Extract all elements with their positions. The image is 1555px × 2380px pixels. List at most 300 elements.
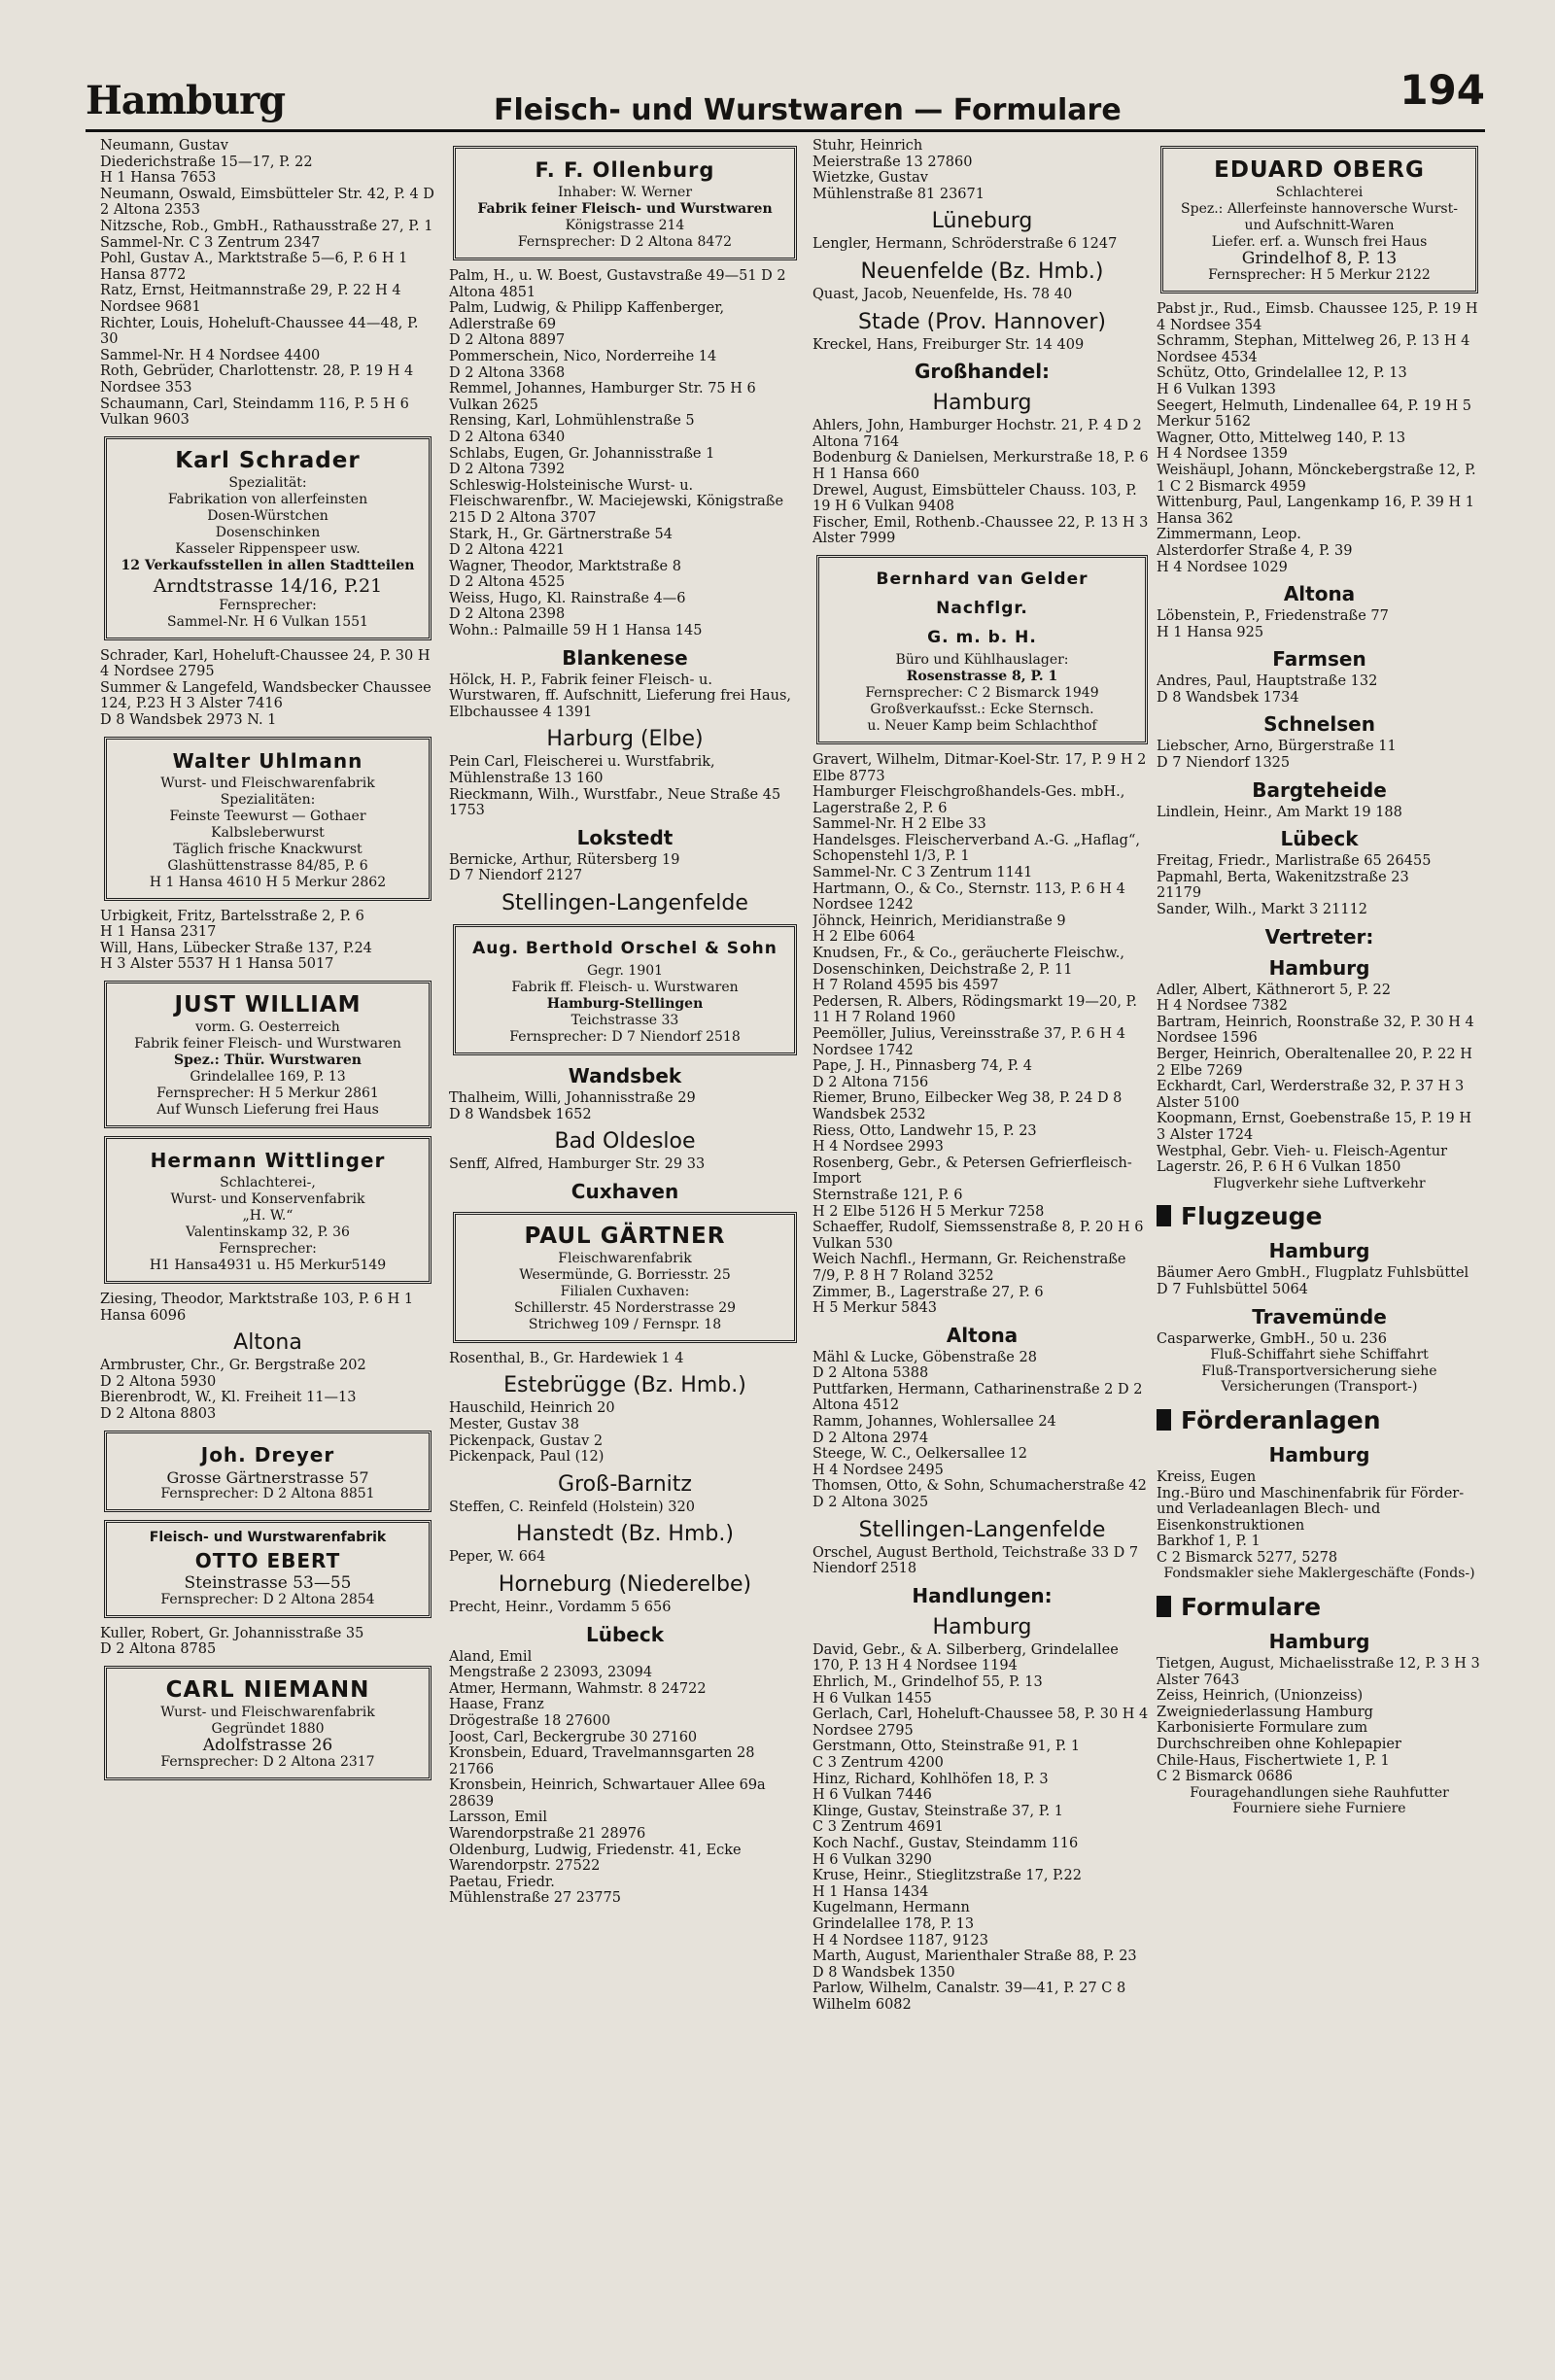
entry-list <box>449 754 801 818</box>
place-heading: Cuxhaven <box>570 1179 679 1203</box>
ad-eduard-oberg <box>1160 146 1478 293</box>
directory-entry: Schrader, Karl, Hoheluft-Chaussee 24, P. 30 H 4 Nordsee 2795 <box>100 647 431 680</box>
category-marker-icon <box>1157 1596 1171 1617</box>
directory-entry: Kugelmann, Hermann <box>812 1900 970 1916</box>
directory-entry: Stuhr, Heinrich <box>812 138 923 154</box>
directory-entry: Karbonisierte Formulare zum Durchschreiben ohne Kohlepapier <box>1157 1720 1401 1753</box>
directory-entry: Sammel-Nr. H 2 Elbe 33 <box>812 816 986 833</box>
directory-entry: Sander, Wilh., Markt 3 21112 <box>1157 902 1368 918</box>
directory-entry: D 2 Altona 6340 <box>449 429 566 445</box>
cross-reference: Flugverkehr siehe Luftverkehr <box>1213 1175 1426 1191</box>
directory-entry: Kreiss, Eugen <box>1157 1468 1257 1485</box>
directory-entry: Lagerstr. 26, P. 6 H 6 Vulkan 1850 <box>1157 1159 1401 1176</box>
entry-list <box>449 1090 801 1122</box>
directory-entry: D 2 Altona 8785 <box>100 1641 217 1658</box>
entry-list <box>449 1549 801 1566</box>
cross-reference: Fourniere siehe Furniere <box>1232 1801 1406 1817</box>
directory-entry: H 6 Vulkan 7446 <box>812 1787 932 1804</box>
page-number: 194 <box>1400 66 1485 114</box>
directory-entry: Klinge, Gustav, Steinstraße 37, P. 1 <box>812 1803 1064 1819</box>
directory-entry: Kruse, Heinr., Stieglitzstraße 17, P.22 <box>812 1868 1082 1884</box>
directory-entry: Peper, W. 664 <box>449 1549 546 1566</box>
ad-phone: Fernsprecher: D 2 Altona 8851 <box>160 1485 375 1501</box>
directory-entry: Mühlenstraße 81 23671 <box>812 186 985 202</box>
entry-list <box>449 268 801 639</box>
directory-entry: Quast, Jacob, Neuenfelde, Hs. 78 40 <box>812 286 1073 302</box>
directory-entry: Thalheim, Willi, Johannisstraße 29 <box>449 1090 696 1106</box>
directory-entry: H 1 Hansa 925 <box>1157 624 1264 640</box>
directory-entry: D 2 Altona 5388 <box>812 1365 929 1382</box>
place-heading: Hamburg <box>1268 1442 1370 1466</box>
ad-line: Auf Wunsch Lieferung frei Haus <box>156 1102 379 1119</box>
directory-entry: Puttfarken, Hermann, Catharinenstraße 2 D 2 Altona 4512 <box>812 1381 1143 1414</box>
entry-list <box>812 287 1152 303</box>
directory-entry: Schlabs, Eugen, Gr. Johannisstraße 1 <box>449 445 715 462</box>
directory-entry: Schramm, Stephan, Mittelweg 26, P. 13 H 4 Nordsee 4534 <box>1157 333 1470 365</box>
place-heading: Farmsen <box>1272 647 1366 672</box>
ad-line: Großverkaufsst.: Ecke Sternsch. <box>870 701 1094 717</box>
directory-entry: Adler, Albert, Käthnerort 5, P. 22 <box>1157 982 1391 998</box>
ad-line: Fabrik feiner Fleisch- und Wurstwaren <box>134 1036 401 1052</box>
ad-line: Filialen Cuxhaven: <box>560 1283 690 1299</box>
directory-entry: Steffen, C. Reinfeld (Holstein) 320 <box>449 1499 695 1515</box>
section-heading: Vertreter: <box>1264 924 1374 949</box>
ad-line: Fernsprecher: <box>219 597 317 613</box>
place-heading: Horneburg (Niederelbe) <box>498 1571 752 1597</box>
directory-entry: Gerlach, Carl, Hoheluft-Chaussee 58, P. 30 H 4 Nordsee 2795 <box>812 1707 1149 1739</box>
directory-entry: Zimmermann, Leop. <box>1157 527 1301 543</box>
place-heading: Blankenese <box>562 645 688 670</box>
ad-phone: Fernsprecher: H 5 Merkur 2861 <box>156 1086 379 1102</box>
directory-entry: Mengstraße 2 23093, 23094 <box>449 1665 653 1681</box>
directory-entry: Löbenstein, P., Friedenstraße 77 <box>1157 608 1389 625</box>
entry-list <box>100 1292 435 1324</box>
ad-joh-dreyer <box>104 1431 432 1512</box>
directory-entry: Pein Carl, Fleischerei u. Wurstfabrik, Mühlenstraße 13 160 <box>449 754 715 787</box>
entry-list <box>449 673 801 721</box>
entry-list <box>1157 1656 1482 1785</box>
entry-list <box>449 1600 801 1616</box>
cross-reference: Fluß-Schiffahrt siehe Schiffahrt <box>1210 1347 1429 1363</box>
running-head-city: Hamburg <box>86 78 286 123</box>
ad-line: 12 Verkaufsstellen in allen Stadtteilen <box>121 557 415 573</box>
directory-entry: Pickenpack, Gustav 2 <box>449 1432 604 1449</box>
directory-entry: Handelsges. Fleischerverband A.-G. „Haflag“, Schopenstehl 1/3, P. 1 <box>812 832 1140 865</box>
directory-entry: Knudsen, Fr., & Co., geräucherte Fleischw., Dosenschinken, Deichstraße 2, P. 11 <box>812 946 1125 978</box>
directory-entry: Ramm, Johannes, Wohlersallee 24 <box>812 1414 1056 1431</box>
ad-address: Grosse Gärtnerstrasse 57 <box>166 1467 369 1487</box>
ad-bernhard-van-gelder <box>816 555 1148 744</box>
directory-entry: Jöhnck, Heinrich, Meridianstraße 9 <box>812 913 1066 929</box>
directory-entry: Neumann, Gustav <box>100 138 228 154</box>
directory-entry: H 5 Merkur 5843 <box>812 1300 938 1317</box>
directory-entry: Schleswig-Holsteinische Wurst- u. Fleischwarenfbr., W. Maciejewski, Königstraße 215 D 2 Altona 3707 <box>449 477 784 526</box>
place-heading: Hamburg <box>1268 1630 1370 1654</box>
directory-entry: Gerstmann, Otto, Steinstraße 91, P. 1 <box>812 1739 1081 1755</box>
ad-line: Liefer. erf. a. Wunsch frei Haus <box>1211 234 1428 250</box>
entry-list <box>100 648 435 729</box>
directory-entry: Nitzsche, Rob., GmbH., Rathausstraße 27, P. 1 <box>100 218 433 234</box>
directory-entry: Warendorpstraße 21 28976 <box>449 1826 646 1843</box>
entry-list <box>812 236 1152 253</box>
entry-list <box>812 138 1152 202</box>
entry-list <box>100 1626 435 1658</box>
entry-list <box>1157 983 1482 1176</box>
place-heading: Bargteheide <box>1252 777 1387 802</box>
directory-entry: Richter, Louis, Hoheluft-Chaussee 44—48, P. 30 <box>100 315 419 348</box>
entry-list <box>100 1358 435 1422</box>
ad-address: Arndtstrasse 14/16, P.21 <box>153 574 383 597</box>
ad-address: Steinstrasse 53—55 <box>184 1572 352 1593</box>
directory-entry: Larsson, Emil <box>449 1810 547 1826</box>
ad-line: Valentinskamp 32, P. 36 <box>186 1224 350 1241</box>
directory-entry: Palm, Ludwig, & Philipp Kaffenberger, Adlerstraße 69 <box>449 300 725 332</box>
directory-entry: H 3 Alster 5537 H 1 Hansa 5017 <box>100 956 334 973</box>
entry-list <box>1157 608 1482 640</box>
directory-entry: Riemer, Bruno, Eilbecker Weg 38, P. 24 D 8 Wandsbek 2532 <box>812 1090 1123 1122</box>
ad-line: Spez.: Thür. Wurstwaren <box>174 1052 362 1069</box>
entry-list <box>1157 1265 1482 1297</box>
directory-entry: Kronsbein, Eduard, Travelmannsgarten 28 21766 <box>449 1745 755 1777</box>
directory-entry: Pickenpack, Paul (12) <box>449 1449 605 1466</box>
directory-entry: D 2 Altona 7156 <box>812 1074 929 1090</box>
directory-entry: H 6 Vulkan 1393 <box>1157 381 1276 397</box>
directory-entry: Ratz, Ernst, Heitmannstraße 29, P. 22 H 4 Nordsee 9681 <box>100 283 401 315</box>
header-rule <box>86 129 1485 132</box>
directory-entry: C 3 Zentrum 4200 <box>812 1754 944 1771</box>
entry-list <box>100 138 435 429</box>
directory-entry: H 2 Elbe 6064 <box>812 929 916 946</box>
directory-entry: Kuller, Robert, Gr. Johannisstraße 35 <box>100 1625 364 1641</box>
directory-entry: H 7 Roland 4595 bis 4597 <box>812 978 999 994</box>
ad-phone: Strichweg 109 / Fernspr. 18 <box>528 1316 722 1332</box>
directory-entry: Orschel, August Berthold, Teichstraße 33 D 7 Niendorf 2518 <box>812 1544 1139 1577</box>
directory-entry: Urbigkeit, Fritz, Bartelsstraße 2, P. 6 <box>100 908 364 924</box>
directory-entry: Summer & Langefeld, Wandsbecker Chaussee 124, P.23 H 3 Alster 7416 <box>100 679 432 712</box>
ad-address: Teichstrasse 33 <box>570 1013 679 1028</box>
directory-entry: Rosenberg, Gebr., & Petersen Gefrierfleisch-Import <box>812 1155 1132 1188</box>
ad-line: Wurst- und Fleischwarenfabrik <box>160 775 375 791</box>
directory-entry: Seegert, Helmuth, Lindenallee 64, P. 19 H 5 Merkur 5162 <box>1157 397 1472 431</box>
place-heading: Hanstedt (Bz. Hmb.) <box>516 1522 734 1547</box>
directory-entry: Atmer, Hermann, Wahmstr. 8 24722 <box>449 1680 707 1697</box>
ad-line: Glashüttenstrasse 84/85, P. 6 <box>167 857 368 874</box>
ad-line: Feinste Teewurst — Gothaer <box>169 808 366 824</box>
directory-entry: D 2 Altona 2974 <box>812 1430 929 1446</box>
directory-entry: Chile-Haus, Fischertwiete 1, P. 1 <box>1157 1752 1390 1769</box>
ad-name: Bernhard van Gelder Nachflgr. <box>876 569 1088 618</box>
place-heading: Stellingen-Langenfelde <box>858 1517 1106 1542</box>
entry-list <box>1157 673 1482 706</box>
ad-address: Grindelhof 8, P. 13 <box>1241 249 1398 268</box>
directory-entry: Rieckmann, Wilh., Wurstfabr., Neue Straße 45 1753 <box>449 786 781 819</box>
entry-list <box>449 1400 801 1465</box>
place-heading: Hamburg <box>1268 955 1370 980</box>
place-heading: Estebrügge (Bz. Hmb.) <box>503 1373 746 1398</box>
ad-line: Hamburg-Stellingen <box>546 996 704 1012</box>
place-heading: Bad Oldesloe <box>554 1129 696 1155</box>
directory-entry: Hartmann, O., & Co., Sternstr. 113, P. 6 H 4 Nordsee 1242 <box>812 880 1125 914</box>
directory-entry: Schütz, Otto, Grindelallee 12, P. 13 <box>1157 365 1407 382</box>
ad-line: Spezialität: <box>228 474 307 491</box>
directory-entry: Roth, Gebrüder, Charlottenstr. 28, P. 19 H 4 Nordsee 353 <box>100 363 414 396</box>
ad-line: Fabrikation von allerfeinsten <box>167 491 368 507</box>
directory-entry: Pedersen, R. Albers, Rödingsmarkt 19—20, P. 11 H 7 Roland 1960 <box>812 993 1137 1026</box>
directory-entry: Riess, Otto, Landwehr 15, P. 23 <box>812 1122 1037 1139</box>
directory-entry: Pabst jr., Rud., Eimsb. Chaussee 125, P. 19 H 4 Nordsee 354 <box>1157 301 1478 333</box>
column-2 <box>449 138 801 2380</box>
place-heading: Schnelsen <box>1263 712 1375 737</box>
directory-entry: Casparwerke, GmbH., 50 u. 236 <box>1157 1330 1387 1347</box>
directory-entry: Ing.-Büro und Maschinenfabrik für Förder- und Verladeanlagen Blech- und Eisenkonstruktionen <box>1157 1485 1465 1534</box>
directory-entry: Grindelallee 178, P. 13 <box>812 1915 975 1932</box>
directory-entry: Zeiss, Heinrich, (Unionzeiss) Zweigniederlassung Hamburg <box>1157 1688 1373 1720</box>
section-heading: Handlungen: <box>912 1583 1053 1607</box>
directory-entry: Barkhof 1, P. 1 <box>1157 1534 1261 1550</box>
directory-entry: Gravert, Wilhelm, Ditmar-Koel-Str. 17, P. 9 H 2 Elbe 8773 <box>812 751 1147 784</box>
directory-entry: Freitag, Friedr., Marlistraße 65 26455 <box>1157 853 1432 870</box>
directory-entry: Koch Nachf., Gustav, Steindamm 116 <box>812 1835 1079 1851</box>
directory-entry: Wagner, Otto, Mittelweg 140, P. 13 <box>1157 430 1406 446</box>
cross-reference: Fluß-Transportversicherung siehe Versicherungen (Transport-) <box>1201 1362 1437 1396</box>
ad-phone: Fernsprecher: H 5 Merkur 2122 <box>1208 267 1431 283</box>
directory-entry: Sammel-Nr. C 3 Zentrum 1141 <box>812 865 1033 881</box>
directory-entry: H 4 Nordsee 2495 <box>812 1462 944 1478</box>
directory-entry: Oldenburg, Ludwig, Friedenstr. 41, Ecke Warendorpstr. 27522 <box>449 1842 742 1875</box>
place-heading: Stellingen-Langenfelde <box>501 891 748 915</box>
ad-line: Wurst- und Konservenfabrik <box>170 1191 365 1208</box>
directory-entry: Ehrlich, M., Grindelhof 55, P. 13 <box>812 1674 1043 1690</box>
place-heading: Wandsbek <box>568 1064 682 1087</box>
cross-reference: Fouragehandlungen siehe Rauhfutter <box>1190 1784 1449 1801</box>
directory-entry: Bodenburg & Danielsen, Merkurstraße 18, P. 6 H 1 Hansa 660 <box>812 450 1149 482</box>
ad-phone: Sammel-Nr. H 6 Vulkan 1551 <box>167 613 368 630</box>
directory-entry: Bernicke, Arthur, Rütersberg 19 <box>449 851 680 868</box>
place-heading: Harburg (Elbe) <box>546 727 704 752</box>
ad-phone: Fernsprecher: C 2 Bismarck 1949 <box>865 684 1099 701</box>
directory-entry: Drewel, August, Eimsbütteler Chauss. 103, P. 19 H 6 Vulkan 9408 <box>812 482 1137 515</box>
ad-line: vorm. G. Oesterreich <box>195 1019 340 1036</box>
place-heading: Altona <box>946 1323 1019 1347</box>
directory-entry: Pohl, Gustav A., Marktstraße 5—6, P. 6 H 1 Hansa 8772 <box>100 251 408 283</box>
directory-entry: H 2 Elbe 5126 H 5 Merkur 7258 <box>812 1203 1045 1220</box>
directory-entry: Meierstraße 13 27860 <box>812 154 973 170</box>
place-heading: Hamburg <box>932 391 1032 416</box>
column-3 <box>812 138 1152 2380</box>
directory-entry: D 2 Altona 3368 <box>449 364 566 381</box>
ad-line: Fabrik feiner Fleisch- und Wurstwaren <box>477 201 773 217</box>
ad-phone: Fernsprecher: D 2 Altona 8472 <box>517 234 733 250</box>
entry-list <box>812 418 1152 547</box>
directory-entry: C 2 Bismarck 0686 <box>1157 1769 1294 1785</box>
ad-line: Büro und Kühlhauslager: <box>895 651 1069 668</box>
directory-entry: Wohn.: Palmaille 59 H 1 Hansa 145 <box>449 623 703 639</box>
ad-line: Grindelallee 169, P. 13 <box>190 1069 346 1086</box>
entry-list <box>1157 739 1482 771</box>
place-heading: Lübeck <box>585 1622 665 1646</box>
directory-entry: Hölck, H. P., Fabrik feiner Fleisch- u. Wurstwaren, ff. Aufschnitt, Lieferung frei Haus, Elbchaussee 4 1391 <box>449 672 792 720</box>
directory-entry: H 6 Vulkan 1455 <box>812 1690 932 1707</box>
entry-list <box>1157 301 1482 575</box>
ad-line: Kalbsleberwurst <box>211 824 325 841</box>
directory-entry: Aland, Emil <box>449 1648 533 1665</box>
directory-entry: Bäumer Aero GmbH., Flugplatz Fuhlsbüttel D 7 Fuhlsbüttel 5064 <box>1157 1265 1469 1297</box>
directory-entry: Hauschild, Heinrich 20 <box>449 1400 615 1417</box>
directory-entry: Steege, W. C., Oelkersallee 12 <box>812 1446 1027 1463</box>
ad-name: JUST WILLIAM <box>174 992 362 1018</box>
directory-entry: Lengler, Hermann, Schröderstraße 6 1247 <box>812 236 1118 253</box>
column-4 <box>1157 138 1482 2380</box>
category-title: Formulare <box>1181 1593 1322 1622</box>
ad-paul-gaertner <box>453 1212 797 1343</box>
directory-entry: H 1 Hansa 2317 <box>100 924 217 941</box>
directory-entry: Sternstraße 121, P. 6 <box>812 1187 963 1203</box>
ad-line: Fabrik ff. Fleisch- u. Wurstwaren <box>511 980 739 995</box>
directory-entry: Lindlein, Heinr., Am Markt 19 188 <box>1157 804 1402 820</box>
directory-entry: D 2 Altona 7392 <box>449 462 566 478</box>
entry-list <box>812 337 1152 354</box>
place-heading: Lüneburg <box>931 209 1033 234</box>
ad-line: Spezialitäten: <box>220 791 316 808</box>
entry-list <box>100 909 435 973</box>
ad-name: CARL NIEMANN <box>165 1676 370 1703</box>
directory-entry: Liebscher, Arno, Bürgerstraße 11 <box>1157 739 1397 755</box>
entry-list <box>1157 1331 1482 1348</box>
ad-phone: Fernsprecher: D 2 Altona 2854 <box>160 1591 375 1607</box>
directory-entry: C 3 Zentrum 4691 <box>812 1819 944 1836</box>
directory-entry: Westphal, Gebr. Vieh- u. Fleisch-Agentur <box>1157 1143 1448 1159</box>
place-heading: Lokstedt <box>576 825 674 849</box>
directory-entry: Weishäupl, Johann, Mönckebergstraße 12, P. 1 C 2 Bismarck 4959 <box>1157 462 1476 495</box>
ad-line: Täglich frische Knackwurst <box>173 841 363 857</box>
directory-entry: H 6 Vulkan 3290 <box>812 1851 932 1868</box>
directory-entry: Weich Nachfl., Hermann, Gr. Reichenstraße 7/9, P. 8 H 7 Roland 3252 <box>812 1252 1126 1284</box>
directory-entry: Paetau, Friedr. <box>449 1874 555 1890</box>
directory-entry: Wittenburg, Paul, Langenkamp 16, P. 39 H 1 Hansa 362 <box>1157 495 1474 527</box>
directory-entry: Palm, H., u. W. Boest, Gustavstraße 49—51 D 2 Altona 4851 <box>449 268 786 300</box>
ad-address: Rosenstrasse 8, P. 1 <box>906 668 1058 684</box>
directory-entry: Kronsbein, Heinrich, Schwartauer Allee 69a 28639 <box>449 1777 766 1810</box>
directory-entry: Armbruster, Chr., Gr. Bergstraße 202 <box>100 1358 366 1374</box>
ad-phone: H 1 Hansa 4610 H 5 Merkur 2862 <box>149 874 387 890</box>
directory-entry: Tietgen, August, Michaelisstraße 12, P. 3 H 3 Alster 7643 <box>1157 1656 1480 1688</box>
directory-entry: D 2 Altona 4525 <box>449 574 566 591</box>
directory-entry: D 7 Niendorf 1325 <box>1157 755 1291 772</box>
ad-aug-berthold-orschel <box>453 924 797 1055</box>
directory-entry: 21179 <box>1157 885 1202 902</box>
ad-karl-schrader <box>104 436 432 640</box>
directory-entry: D 2 Altona 2398 <box>449 606 566 623</box>
directory-entry: Eckhardt, Carl, Werderstraße 32, P. 37 H 3 Alster 5100 <box>1157 1079 1465 1111</box>
ad-address: Schillerstr. 45 Norderstrasse 29 <box>513 1299 737 1316</box>
directory-entry: Remmel, Johannes, Hamburger Str. 75 H 6 Vulkan 2625 <box>449 381 756 413</box>
entry-list <box>449 852 801 884</box>
ad-name: EDUARD OBERG <box>1214 157 1425 183</box>
ad-hermann-wittlinger <box>104 1136 432 1284</box>
directory-entry: H 1 Hansa 7653 <box>100 170 217 187</box>
place-heading: Hamburg <box>1268 1239 1370 1263</box>
category-heading <box>1157 1405 1482 1436</box>
directory-entry: Kreckel, Hans, Freiburger Str. 14 409 <box>812 336 1085 353</box>
directory-entry: Sammel-Nr. C 3 Zentrum 2347 <box>100 234 321 251</box>
directory-entry: H 4 Nordsee 7382 <box>1157 998 1288 1015</box>
directory-entry: D 7 Niendorf 2127 <box>449 868 583 884</box>
ad-name: Aug. Berthold Orschel & Sohn <box>472 939 778 958</box>
ad-name: Karl Schrader <box>175 447 361 473</box>
ad-phone: Fernsprecher: D 7 Niendorf 2518 <box>509 1029 741 1045</box>
entry-list <box>449 1156 801 1173</box>
place-heading: Lübeck <box>1280 827 1359 851</box>
entry-list <box>812 1350 1152 1511</box>
directory-entry: Mester, Gustav 38 <box>449 1416 579 1432</box>
directory-entry: Koopmann, Ernst, Goebenstraße 15, P. 19 H 3 Alster 1724 <box>1157 1111 1472 1143</box>
ad-line: Kasseler Rippenspeer usw. <box>175 540 361 557</box>
directory-entry: Hinz, Richard, Kohlhöfen 18, P. 3 <box>812 1771 1049 1787</box>
category-title: Flugzeuge <box>1181 1202 1323 1231</box>
ad-name: Hermann Wittlinger <box>150 1149 386 1173</box>
directory-entry: Bierenbrodt, W., Kl. Freiheit 11—13 <box>100 1390 357 1406</box>
directory-entry: Zimmer, B., Lagerstraße 27, P. 6 <box>812 1284 1044 1300</box>
ad-carl-niemann <box>104 1666 432 1780</box>
ad-line: Gegr. 1901 <box>586 963 664 979</box>
directory-entry: Berger, Heinrich, Oberaltenallee 20, P. 22 H 2 Elbe 7269 <box>1157 1047 1472 1079</box>
ad-line: Gegründet 1880 <box>211 1720 325 1737</box>
directory-entry: Andres, Paul, Hauptstraße 132 <box>1157 673 1378 690</box>
directory-entry: Drögestraße 18 27600 <box>449 1712 611 1729</box>
cross-reference: Fondsmakler siehe Maklergeschäfte (Fonds-) <box>1163 1566 1475 1582</box>
directory-entry: Bartram, Heinrich, Roonstraße 32, P. 30 H 4 Nordsee 1596 <box>1157 1014 1474 1047</box>
entry-list <box>812 752 1152 1317</box>
category-title: Förderanlagen <box>1181 1405 1381 1434</box>
ad-name: PAUL GÄRTNER <box>524 1223 726 1249</box>
ad-line: Fleischwarenfabrik <box>558 1250 692 1266</box>
ad-name: Walter Uhlmann <box>172 748 363 773</box>
ad-line: Fernsprecher: <box>219 1241 317 1258</box>
directory-entry: H 4 Nordsee 2993 <box>812 1139 944 1156</box>
directory-entry: Pommerschein, Nico, Norderreihe 14 <box>449 348 717 364</box>
ad-line: „H. W.“ <box>242 1208 294 1224</box>
directory-entry: Alsterdorfer Straße 4, P. 39 <box>1157 542 1353 559</box>
directory-entry: D 2 Altona 8803 <box>100 1406 217 1422</box>
directory-entry: C 2 Bismarck 5277, 5278 <box>1157 1549 1338 1566</box>
directory-entry: H 4 Nordsee 1187, 9123 <box>812 1932 988 1949</box>
directory-entry: Wietzke, Gustav <box>812 170 928 187</box>
directory-entry: Precht, Heinr., Vordamm 5 656 <box>449 1599 672 1615</box>
directory-entry: D 8 Wandsbek 2973 N. 1 <box>100 712 277 729</box>
ad-just-william <box>104 981 432 1128</box>
directory-entry: Senff, Alfred, Hamburger Str. 29 33 <box>449 1156 706 1173</box>
directory-entry: Joost, Carl, Beckergrube 30 27160 <box>449 1729 698 1745</box>
place-heading: Altona <box>233 1330 302 1356</box>
directory-entry: Schaumann, Carl, Steindamm 116, P. 5 H 6 Vulkan 9603 <box>100 396 409 429</box>
directory-entry: Wagner, Theodor, Marktstraße 8 <box>449 558 681 574</box>
ad-phone: Fernsprecher: D 2 Altona 2317 <box>160 1753 375 1770</box>
ad-ff-ollenburg <box>453 146 797 260</box>
directory-entry: Sammel-Nr. H 4 Nordsee 4400 <box>100 347 321 363</box>
entry-list <box>812 1545 1152 1577</box>
entry-list <box>449 1500 801 1516</box>
directory-entry: Schaeffer, Rudolf, Siemssenstraße 8, P. 20 H 6 Vulkan 530 <box>812 1220 1144 1252</box>
category-marker-icon <box>1157 1409 1171 1431</box>
ad-name: Joh. Dreyer <box>200 1442 335 1466</box>
directory-entry: David, Gebr., & A. Silberberg, Grindelallee 170, P. 13 H 4 Nordsee 1194 <box>812 1641 1119 1674</box>
directory-entry: Diederichstraße 15—17, P. 22 <box>100 154 313 170</box>
directory-entry: D 2 Altona 5930 <box>100 1373 217 1390</box>
directory-entry: Stark, H., Gr. Gärtnerstraße 54 <box>449 526 673 542</box>
directory-entry: H 1 Hansa 1434 <box>812 1883 929 1900</box>
ad-line: Dosen-Würstchen <box>207 507 328 524</box>
directory-entry: Weiss, Hugo, Kl. Rainstraße 4—6 <box>449 590 686 606</box>
